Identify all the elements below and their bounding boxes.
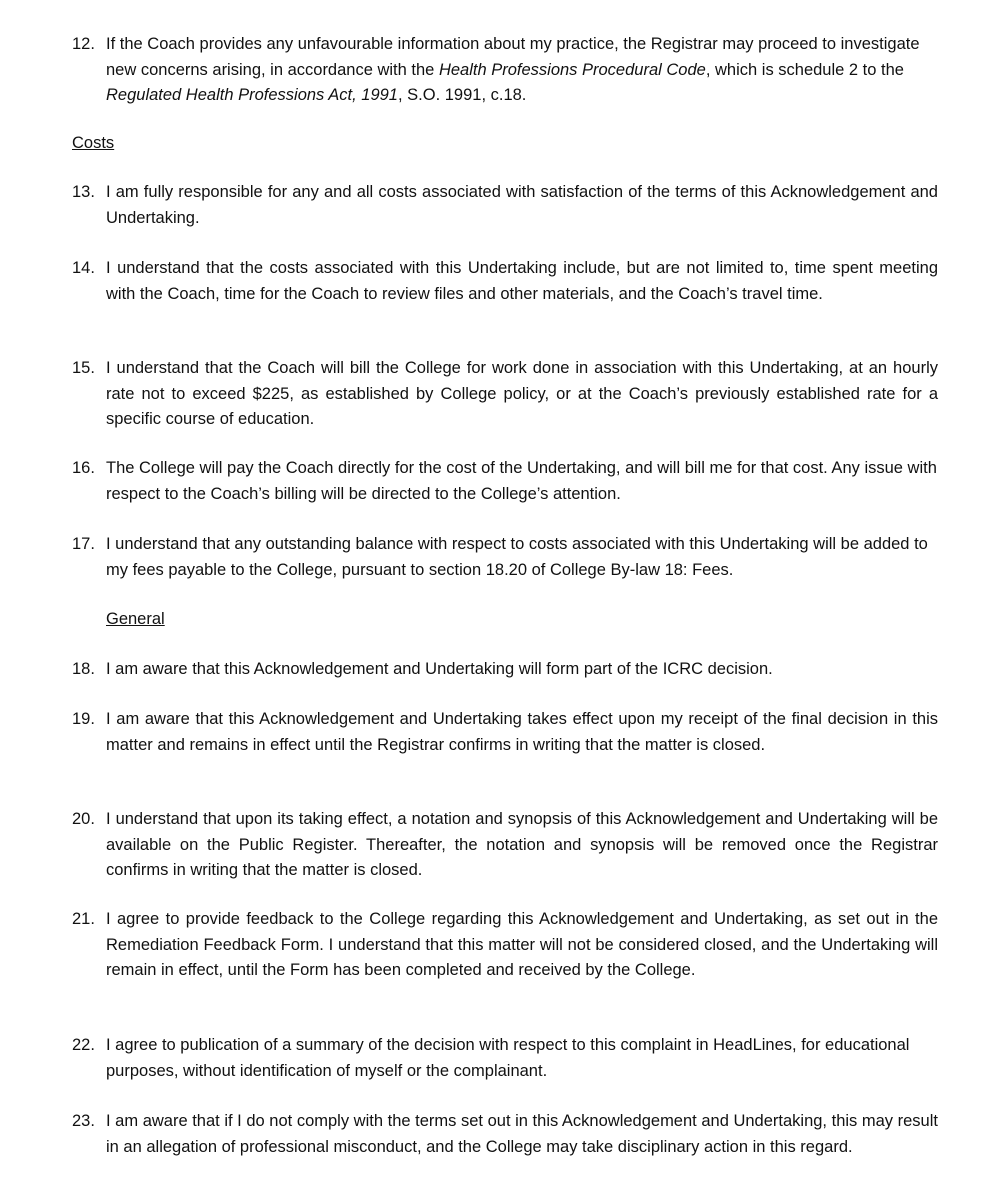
clause-14 [72,256,938,307]
clause-text: I am aware that this Acknowledgement and Undertaking takes effect upon my receipt of the final decision in this matter and remains in effect until the Registrar confirms in writing that the matter is closed. [106,710,938,754]
clause-21 [72,907,938,984]
clause-text: I understand that any outstanding balance with respect to costs associated with this Undertaking will be added to my fees payable to the College, pursuant to section 18.20 of College By-law 18: Fees. [106,535,928,579]
clause-number: 22. [72,1036,95,1054]
section-heading-costs: Costs [72,134,115,152]
clause-number: 18. [72,660,95,678]
section-heading-general: General [106,610,165,628]
clause-19 [72,707,938,758]
clause-number: 15. [72,359,95,377]
clause-number: 16. [72,459,95,477]
clause-13 [72,180,938,231]
clause-17 [72,532,938,583]
italic-act-title: Regulated Health Professions Act, 1991 [106,86,398,104]
clause-number: 21. [72,910,95,928]
clause-number: 12. [72,35,95,53]
clause-23 [72,1109,938,1160]
clause-text: I am aware that this Acknowledgement and Undertaking will form part of the ICRC decision. [106,660,773,678]
clause-22 [72,1033,938,1084]
clause-15 [72,356,938,433]
clause-18 [72,657,938,683]
clause-text: I understand that the costs associated with this Undertaking include, but are not limited to, time spent meeting with the Coach, time for the Coach to review files and other materials, and the Coach’s travel time. [106,259,938,303]
clause-number: 17. [72,535,95,553]
clause-text: The College will pay the Coach directly for the cost of the Undertaking, and will bill me for that cost. Any issue with respect to the Coach’s billing will be directed to the College’s attention. [106,459,937,503]
clause-text: If the Coach provides any unfavourable information about my practice, the Registrar may proceed to investigate new concerns arising, in accordance with the Health Professions Procedural Code, which is schedule 2 to the Regulated Health Professions Act, 1991, S.O. 1991, c.18. [106,35,920,104]
clause-text: I agree to publication of a summary of the decision with respect to this complaint in HeadLines, for educational purposes, without identification of myself or the complainant. [106,1036,910,1080]
clause-number: 23. [72,1112,95,1130]
clause-text: I understand that the Coach will bill the College for work done in association with this Undertaking, at an hourly rate not to exceed $225, as established by College policy, or at the Coach’s previously established rate for a specific course of education. [106,359,938,428]
clause-text: I am fully responsible for any and all costs associated with satisfaction of the terms of this Acknowledgement and Undertaking. [106,183,938,227]
clause-number: 13. [72,183,95,201]
clause-text: I understand that upon its taking effect, a notation and synopsis of this Acknowledgement and Undertaking will be available on the Public Register. Thereafter, the notation and synopsis will be removed once the Registrar confirms in writing that the matter is closed. [106,810,938,879]
clause-number: 20. [72,810,95,828]
clause-number: 19. [72,710,95,728]
clause-number: 14. [72,259,95,277]
clause-20 [72,807,938,884]
clause-text: I agree to provide feedback to the College regarding this Acknowledgement and Undertaking, as set out in the Remediation Feedback Form. I understand that this matter will not be considered closed, and the Undertaking will remain in effect, until the Form has been completed and received by the College. [106,910,938,979]
clause-16 [72,456,938,507]
clause-12 [72,32,938,109]
clause-text: I am aware that if I do not comply with the terms set out in this Acknowledgement and Undertaking, this may result in an allegation of professional misconduct, and the College may take disciplinary action in this regard. [106,1112,938,1156]
italic-act-title: Health Professions Procedural Code [438,60,706,79]
